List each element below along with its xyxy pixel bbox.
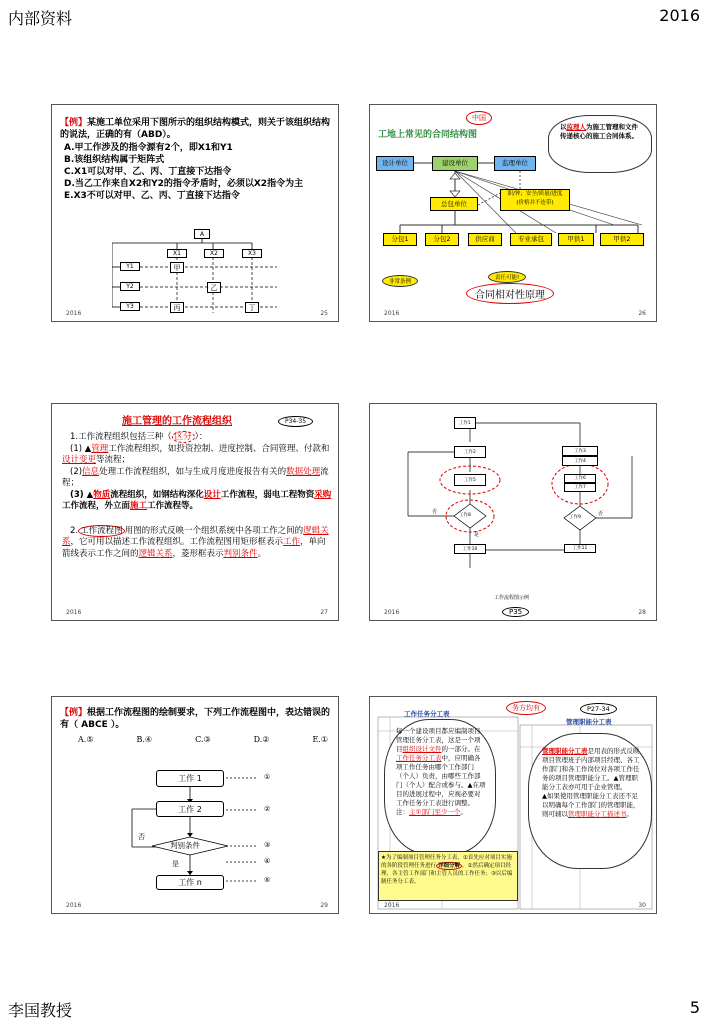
work-n-box: 工作 n: [156, 875, 224, 890]
node-y3: Y3: [120, 302, 140, 311]
wf-node-5: 工作5: [454, 474, 486, 486]
note-b: ，②然后确定项目经理、各主管工作部门和主管人员的工作任务；③以后编制任务分工表。: [381, 863, 513, 885]
supervisor-unit-box: 监理单位: [494, 156, 536, 171]
slide-25: [51, 104, 339, 322]
slide-30: [369, 696, 657, 914]
wf-node-11: 工作11: [564, 544, 596, 553]
principle-label: 合同相对性原理: [466, 283, 554, 304]
footer-author: 李国教授: [8, 1001, 73, 1020]
item-3: [62, 490, 332, 513]
left-d: 。: [460, 808, 467, 816]
option-b: B.④: [136, 735, 153, 744]
note-circled: 详细分解: [438, 863, 461, 869]
node-y1: Y1: [120, 262, 140, 271]
i1-c: 等流程；: [96, 455, 131, 465]
tag-bubble: 务方均有: [506, 701, 546, 715]
i1-b: 工作流程组织，如投资控制、进度控制、合同管理、付款和: [108, 443, 330, 454]
node-x2: X2: [204, 249, 224, 258]
option-d: D.当乙工作来自X2和Y2的指令矛盾时，必须以X2指令为主: [64, 179, 304, 189]
i1-a: ▲: [84, 443, 92, 454]
option-c: C.③: [195, 735, 211, 744]
yes-label: 是: [172, 860, 179, 868]
cloud-note-red: 监理人: [566, 123, 586, 131]
sub-2-box: 分包2: [425, 233, 459, 246]
p2-red4: 判别条件: [223, 548, 258, 559]
owner-supply-1-box: 甲供1: [558, 233, 594, 246]
option-c: C.X1可以对甲、乙、丙、丁直接下达指令: [64, 167, 232, 177]
slide-year: 2016: [384, 609, 400, 616]
i3-b: 流程组织，如钢结构深化: [110, 489, 204, 500]
p1-pre: 1.工作流程组织包括三种（: [70, 432, 172, 442]
i1-red2: 设计变更: [62, 455, 97, 465]
node-y2: Y2: [120, 282, 140, 291]
option-b: B.该组织结构属于矩阵式: [64, 155, 165, 165]
p2-circled: 工作流程图: [80, 525, 123, 536]
owner-supply-2-box: 甲供2: [600, 233, 644, 246]
node-top-a: A: [194, 229, 210, 239]
header-year: 2016: [659, 6, 700, 25]
node-x1: X1: [167, 249, 187, 258]
right-b: ▲如果使用管理职能分工表还不足以明确每个工作部门的管理职能，则可辅以: [542, 792, 640, 818]
slide-number: 30: [638, 902, 646, 909]
p2-b: ，它可用以描述工作流程组织。工作流程图用矩形框表示: [70, 537, 284, 547]
wf-node-1: 工作1: [454, 417, 476, 429]
wf-no-label: 否: [432, 509, 438, 515]
p2-c: ，单向箭线表示工作之间的: [62, 537, 326, 559]
slide-title: 工地上常见的合同结构图: [378, 130, 478, 140]
wf-yes-label: 是: [474, 532, 480, 538]
slide-number: 29: [320, 902, 328, 909]
i3-c: 工作流程，弱电工程物资: [220, 489, 315, 500]
slide-number: 26: [638, 310, 646, 317]
slide-year: 2016: [66, 310, 82, 317]
option-a: A.甲工作涉及的指令源有2个，即X1和Y1: [64, 143, 233, 153]
i2-red: 信息: [82, 466, 100, 477]
slide-number: 28: [638, 609, 646, 616]
wf-node-3: 工作3: [562, 446, 598, 456]
work-2-box: 工作 2: [156, 801, 224, 817]
note-box: [378, 851, 518, 901]
label-2: ②: [264, 805, 271, 813]
wf-decision-1: 工作8: [459, 513, 471, 518]
slide-title: 施工管理的工作流程组织: [122, 416, 232, 427]
right-para-2: [542, 792, 642, 819]
left-red2: 工作任务分工表: [396, 754, 442, 762]
i2-b: 处理工作流程组织，如与生成月度进度报告有关的: [99, 466, 287, 477]
supplier-box: 供应商: [468, 233, 502, 246]
slide-number: 27: [320, 609, 328, 616]
question-text: [60, 117, 335, 141]
work-1-box: 工作 1: [156, 770, 224, 787]
p2-d: ，菱形框表示: [172, 548, 224, 559]
right-cloud-text: [542, 747, 642, 819]
slide-27: [51, 403, 339, 621]
left-b: 的一部分。在: [441, 745, 481, 753]
option-list: [60, 142, 332, 202]
p2-red3: 逻辑关系: [138, 548, 173, 559]
p1-post: ）：: [194, 432, 208, 442]
item-1: [62, 444, 332, 467]
workflow-example-lines: [370, 404, 657, 621]
left-c: 中，应明确各项工作任务由哪个工作部门（个人）负责，由哪些工作部门（个人）配合或参与。▲在项目的进展过程中，应视必要对工作任务分工表进行调整。注：: [396, 754, 486, 816]
left-a: 每一个建设项目都应编制项目管理任务分工表，这是一个项目: [396, 727, 481, 753]
i2-num: (2): [70, 466, 83, 477]
right-table-title: 管理职能分工表: [566, 718, 612, 726]
i2-red2: 数据处理: [286, 466, 321, 477]
header-left-label: 内部资料: [8, 9, 73, 28]
left-table-title: 工作任务分工表: [404, 710, 450, 718]
option-d: D.②: [253, 735, 270, 744]
label-5: ⑤: [264, 876, 271, 884]
right-red: 管理职能分工表: [542, 747, 588, 755]
slide-number: 25: [320, 310, 328, 317]
left-red3: 主①部门至少一个: [409, 808, 461, 816]
p2-num: 2.: [70, 525, 79, 536]
slide-29: [51, 696, 339, 914]
specialty-contractor-box: 专业承包: [510, 233, 552, 246]
cloud-note-pre: 以: [560, 123, 567, 131]
option-e: E.X3不可以对甲、乙、丙、丁直接下达指令: [64, 191, 240, 201]
option-e: E.①: [312, 735, 328, 744]
no-label: 否: [138, 833, 145, 841]
wf-decision-2: 工作9: [569, 515, 581, 520]
i1-red: 管理: [91, 443, 109, 454]
i3-red4: 施工: [130, 501, 148, 511]
p2-a: 用图的形式反映一个组织系统中各项工作之间的: [124, 525, 304, 536]
wf-node-4: 工作4: [562, 456, 598, 466]
question-tag: 【例】: [60, 708, 88, 718]
right-red2: 管理职能分工描述书: [568, 810, 627, 818]
i3-num: (3): [70, 489, 84, 500]
design-unit-box: 设计单位: [376, 156, 414, 171]
slide-year: 2016: [66, 902, 82, 909]
main-contractor-box: 总包单位: [430, 197, 478, 211]
wf-node-7: 工作7: [564, 483, 596, 492]
page-ref: P34-35: [278, 416, 313, 427]
i3-e: 工作流程等。: [147, 501, 199, 511]
cell-jia: 甲: [170, 262, 184, 273]
i3-red3: 采购: [314, 489, 332, 500]
cell-yi: 乙: [207, 282, 221, 293]
p2-red: 逻辑关系: [62, 525, 329, 547]
cloud-note-post: 为施工管理和文件传递核心的施工合同体系。: [560, 123, 638, 140]
question-tag: 【例】: [60, 118, 88, 128]
left-red: 组织设计文件: [402, 745, 442, 753]
wf-node-10: 工作10: [454, 544, 486, 554]
slide-year: 2016: [66, 609, 82, 616]
p2-e: 。: [257, 548, 267, 559]
wf-no-label-2: 否: [598, 511, 604, 517]
slide-year: 2016: [384, 310, 400, 317]
note-right-bubble: 责任可能!: [488, 271, 526, 283]
option-a: A.⑤: [78, 735, 94, 744]
label-4: ④: [264, 857, 271, 865]
page-ref: P35: [502, 607, 529, 617]
right-para-1: [542, 747, 642, 792]
p1-mark: 区分: [172, 431, 195, 443]
item-2: [62, 467, 332, 490]
p2-red2: 工作: [283, 537, 301, 547]
slide-year: 2016: [384, 902, 400, 909]
figure-caption: 工作流程图示例: [494, 595, 530, 601]
i1-num: (1): [70, 443, 83, 454]
page-ref: P27-34: [580, 703, 617, 715]
wf-node-6: 工作6: [564, 474, 596, 483]
slide-28: [369, 403, 657, 621]
i3-red: 物质: [93, 489, 111, 500]
i3-red2: 设计: [203, 489, 221, 500]
label-1: ①: [264, 773, 271, 781]
wf-node-2: 工作2: [454, 446, 486, 458]
question-body: 根据工作流程图的绘制要求，下列工作流程图中，表达错误的有（ ABCE ）。: [60, 708, 331, 730]
node-x3: X3: [242, 249, 262, 258]
cell-ding: 丁: [245, 302, 259, 313]
workflow-text: [62, 432, 332, 560]
para-2: [62, 526, 332, 561]
para-1: [62, 432, 332, 444]
i3-a: ▲: [86, 489, 94, 500]
note-a: ★为了编制项目管理任务分工表，①首先应对项目实施的各阶段管理任务进行: [381, 855, 512, 869]
right-a: 是用表的形式反映项目管理班子内部项目经理、各工作部门和各工作岗位对各项工作任务的项目管理职能分工。▲管理职能分工表亦可用于企业管理。: [542, 747, 640, 791]
cell-bing: 丙: [170, 302, 184, 313]
tag-bubble: 中国: [466, 111, 492, 125]
responsibility-box: 职/钟；安全/质量/进度 (价格并不连带): [500, 189, 570, 211]
slide-26: [369, 104, 657, 322]
footer-page-number: 5: [689, 998, 700, 1017]
note-left-bubble: 非常条例: [382, 275, 418, 287]
i3-d: 工作流程，外立面: [62, 501, 131, 511]
right-c: 。: [626, 810, 633, 818]
label-3: ③: [264, 841, 271, 849]
left-cloud-text: [396, 727, 486, 817]
owner-unit-box: 建设单位: [432, 156, 478, 171]
sub-1-box: 分包1: [383, 233, 417, 246]
question-body: 某施工单位采用下图所示的组织结构模式，则关于该组织结构的说法，正确的有（ABD）。: [60, 118, 331, 140]
decision-label: 判别条件: [170, 841, 200, 850]
i2-c: 流程；: [62, 466, 329, 488]
